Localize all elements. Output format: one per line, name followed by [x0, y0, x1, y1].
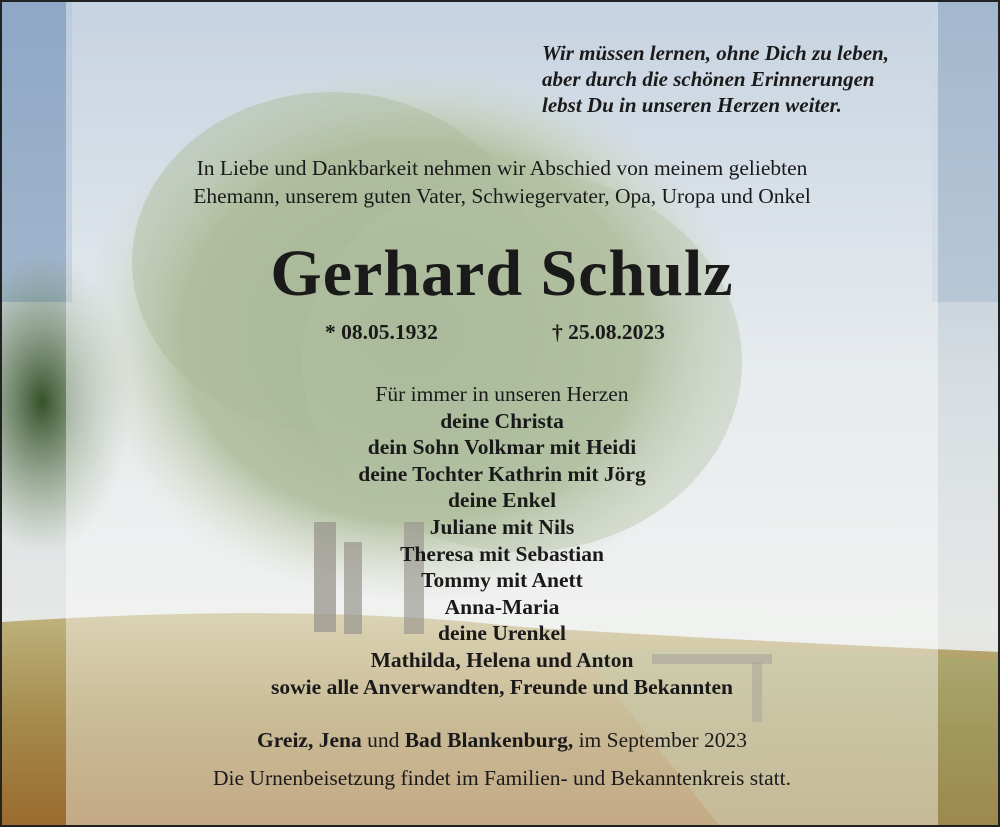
mourner-line: Juliane mit Nils [429, 514, 575, 539]
quote-line: Wir müssen lernen, ohne Dich zu leben, [542, 41, 889, 65]
mourner-line: Anna-Maria [444, 594, 560, 619]
place-city-1: Greiz, Jena [257, 728, 362, 752]
notice-date: im September 2023 [573, 728, 747, 752]
intro-line: Ehemann, unserem guten Vater, Schwiegervater, Opa, Uropa und Onkel [193, 184, 811, 208]
quote-line: lebst Du in unseren Herzen weiter. [542, 93, 842, 117]
mourner-line: Theresa mit Sebastian [400, 541, 604, 566]
mourner-line: sowie alle Anverwandten, Freunde und Bekannten [271, 674, 733, 699]
place-and-date [2, 728, 1000, 753]
intro-line: In Liebe und Dankbarkeit nehmen wir Abschied von meinem geliebten [196, 156, 808, 180]
mourner-line: Mathilda, Helena und Anton [370, 647, 634, 672]
death-date: † 25.08.2023 [552, 320, 665, 344]
mourner-line: deine Urenkel [437, 621, 566, 646]
mourner-line: dein Sohn Volkmar mit Heidi [367, 435, 637, 460]
place-city-2: Bad Blankenburg, [404, 728, 574, 752]
mourners-heading: Für immer in unseren Herzen [375, 382, 629, 406]
mourner-line: deine Enkel [447, 488, 557, 513]
birth-date: * 08.05.1932 [325, 320, 438, 344]
place-conjunction: und [361, 728, 405, 752]
mourner-line: Tommy mit Anett [421, 568, 583, 593]
mourners-list [2, 381, 1000, 700]
memorial-quote [542, 40, 962, 118]
intro-text [2, 154, 1000, 210]
deceased-name: Gerhard Schulz [270, 237, 734, 310]
quote-line: aber durch die schönen Erinnerungen [542, 67, 875, 91]
mourner-line: deine Christa [440, 408, 564, 433]
burial-notice: Die Urnenbeisetzung findet im Familien- und Bekanntenkreis statt. [213, 766, 791, 790]
mourner-line: deine Tochter Kathrin mit Jörg [358, 461, 646, 486]
